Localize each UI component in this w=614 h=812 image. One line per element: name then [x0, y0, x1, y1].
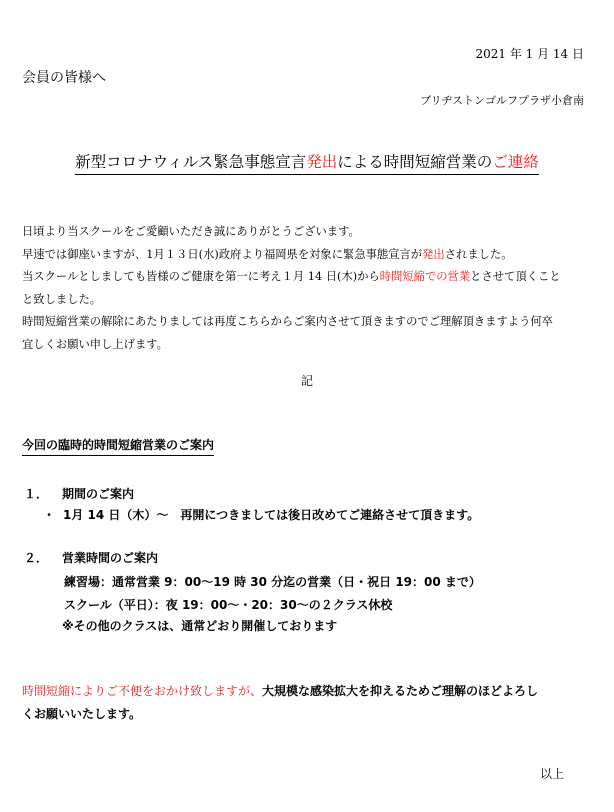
ki-marker: 記 [300, 374, 313, 388]
title-part2: 発出 [306, 153, 338, 171]
body-line-2c: されました。 [444, 247, 513, 261]
section1-bullet: ・ [43, 508, 56, 522]
section2-heading: 営業時間のご案内 [62, 551, 159, 565]
section2-number: ２． [24, 551, 49, 565]
body-line-3b: 時間短縮での営業 [379, 270, 471, 284]
section1-text: 1月 14 日（木）～ 再開につきましては後日改めてご連絡させて頂きます。 [63, 508, 480, 522]
body-line-3 [22, 266, 561, 289]
body-line-4: と致しました。 [22, 292, 102, 306]
body-line-6: 宜しくお願い申し上げます。 [22, 337, 168, 351]
closing-text [22, 680, 538, 726]
salutation: 会員の皆様へ [22, 70, 106, 86]
sender-name: ブリヂストンゴルフプラザ小倉南 [420, 94, 584, 107]
closing-red-part: 時間短縮によりご不便をおかけ致しますが、 [22, 684, 263, 698]
body-line-3a: 当スクールとしましても皆様のご健康を第一に考え１月 14 日(木)から [22, 270, 380, 284]
title-part3: による時間短縮営業の [337, 153, 493, 171]
body-line-2a: 早速では御座いますが、1月１３日(水)政府より福岡県を対象に緊急事態宣言が [22, 247, 423, 261]
closing-line-2: くお願いいたします。 [22, 707, 142, 721]
title-part4: ご連絡 [492, 153, 539, 171]
body-line-5: 時間短縮営業の解除にあたりましては再度こちらからご案内させて頂きますのでご理解頂きますよう何卒 [22, 315, 553, 329]
body-line-2b: 発出 [422, 247, 445, 261]
body-text [22, 221, 561, 357]
document-title [0, 150, 614, 175]
section2-line-2: スクール（平日）：夜 19：00～・20：30～の２クラス休校 [64, 598, 393, 612]
body-line-3c: とさせて頂くこと [470, 270, 561, 284]
title-underlined [75, 150, 539, 175]
section2-line-1: 練習場：通常営業 9：00～19 時 30 分迄の営業（日・祝日 19：00 まで） [64, 575, 481, 589]
document-date: 2021 年 1 月 14 日 [475, 47, 584, 61]
title-part1: 新型コロナウィルス緊急事態宣言 [75, 153, 307, 171]
body-line-1: 日頃より当スクールをご愛顧いただき誠にありがとうございます。 [22, 225, 360, 238]
section1-heading: 期間のご案内 [62, 487, 135, 501]
section1-number: １． [24, 487, 49, 501]
ijou-marker: 以上 [539, 767, 564, 781]
body-line-2 [22, 244, 561, 267]
closing-rest-part: 大規模な感染拡大を抑えるためご理解のほどよろし [262, 684, 539, 698]
section-title: 今回の臨時的時間短縮営業のご案内 [22, 436, 214, 456]
section2-line-3: ※その他のクラスは、通常どおり開催しております [62, 619, 338, 633]
closing-line-1 [22, 680, 538, 703]
